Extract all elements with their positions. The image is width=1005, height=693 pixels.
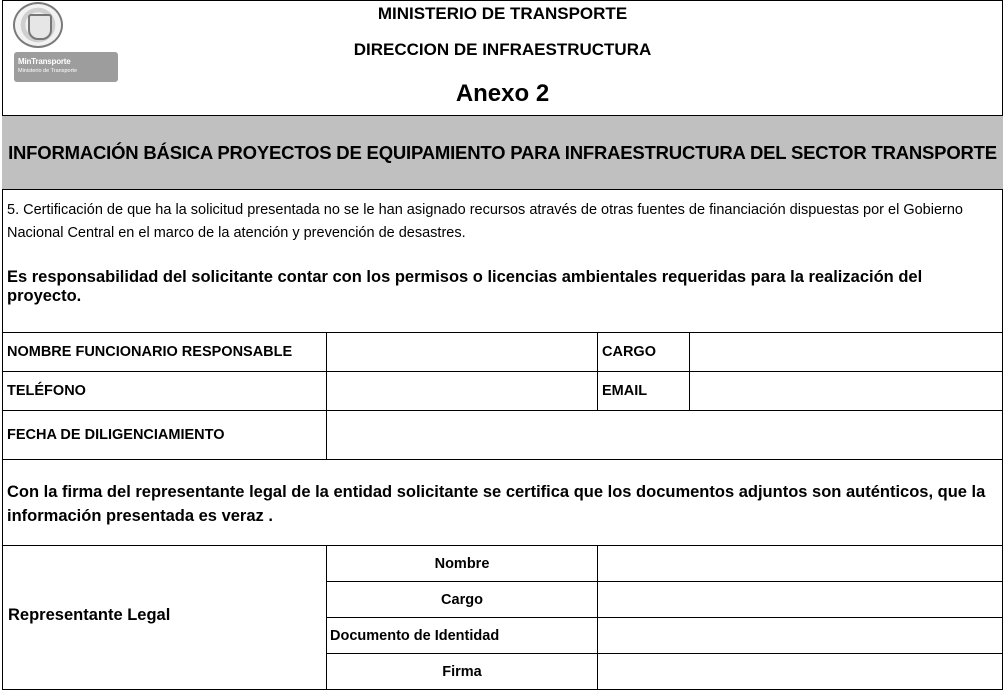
- table-line: [689, 332, 690, 411]
- section-banner: INFORMACIÓN BÁSICA PROYECTOS DE EQUIPAMIENTO PARA INFRAESTRUCTURA DEL SECTOR TRANSPORTE: [2, 115, 1003, 190]
- responsibility-text: Es responsabilidad del solicitante contar con los permisos o licencias ambientales requeridas para la realización del proyecto.: [7, 268, 923, 305]
- table-line: [326, 332, 327, 460]
- legal-id-input[interactable]: [599, 618, 1001, 653]
- legal-signature-input[interactable]: [599, 654, 1001, 689]
- cargo-input[interactable]: [691, 333, 1001, 371]
- table-line: [597, 545, 598, 690]
- table-line: [597, 332, 598, 411]
- legal-name-input[interactable]: [599, 546, 1001, 581]
- cargo-label: CARGO: [602, 344, 656, 360]
- table-line: [326, 545, 327, 690]
- legal-cargo-label: Cargo: [441, 591, 483, 608]
- brand-name: MinTransporte: [18, 57, 71, 66]
- brand-subtitle: Ministerio de Transporte: [18, 68, 77, 74]
- table-line: [2, 459, 1003, 460]
- email-label: EMAIL: [602, 383, 648, 399]
- legal-representative-label: Representante Legal: [8, 606, 171, 624]
- email-input[interactable]: [691, 372, 1001, 410]
- date-label: FECHA DE DILIGENCIAMIENTO: [7, 427, 225, 443]
- legal-id-label: Documento de Identidad: [330, 627, 500, 644]
- legal-signature-label: Firma: [442, 663, 482, 680]
- certification-text: 5. Certificación de que ha la solicitud presentada no se le han asignado recursos através de otras fuentes de financiación dispuestas por el Gobierno Nacional Central en el marco de la atención y prevención de desastres.: [7, 202, 963, 241]
- phone-input[interactable]: [328, 372, 596, 410]
- signature-statement: Con la firma del representante legal de la entidad solicitante se certifica que los documentos adjuntos son auténticos, que la información presentada es veraz .: [7, 483, 986, 525]
- responsible-input[interactable]: [328, 333, 596, 371]
- direction-title: DIRECCION DE INFRAESTRUCTURA: [353, 40, 652, 59]
- legal-cargo-input[interactable]: [599, 582, 1001, 617]
- date-input[interactable]: [328, 411, 1001, 459]
- annex-title: Anexo 2: [455, 80, 550, 107]
- responsible-label: NOMBRE FUNCIONARIO RESPONSABLE: [7, 344, 293, 360]
- legal-name-label: Nombre: [434, 555, 490, 572]
- ministry-title: MINISTERIO DE TRANSPORTE: [377, 4, 628, 23]
- phone-label: TELÉFONO: [7, 383, 86, 399]
